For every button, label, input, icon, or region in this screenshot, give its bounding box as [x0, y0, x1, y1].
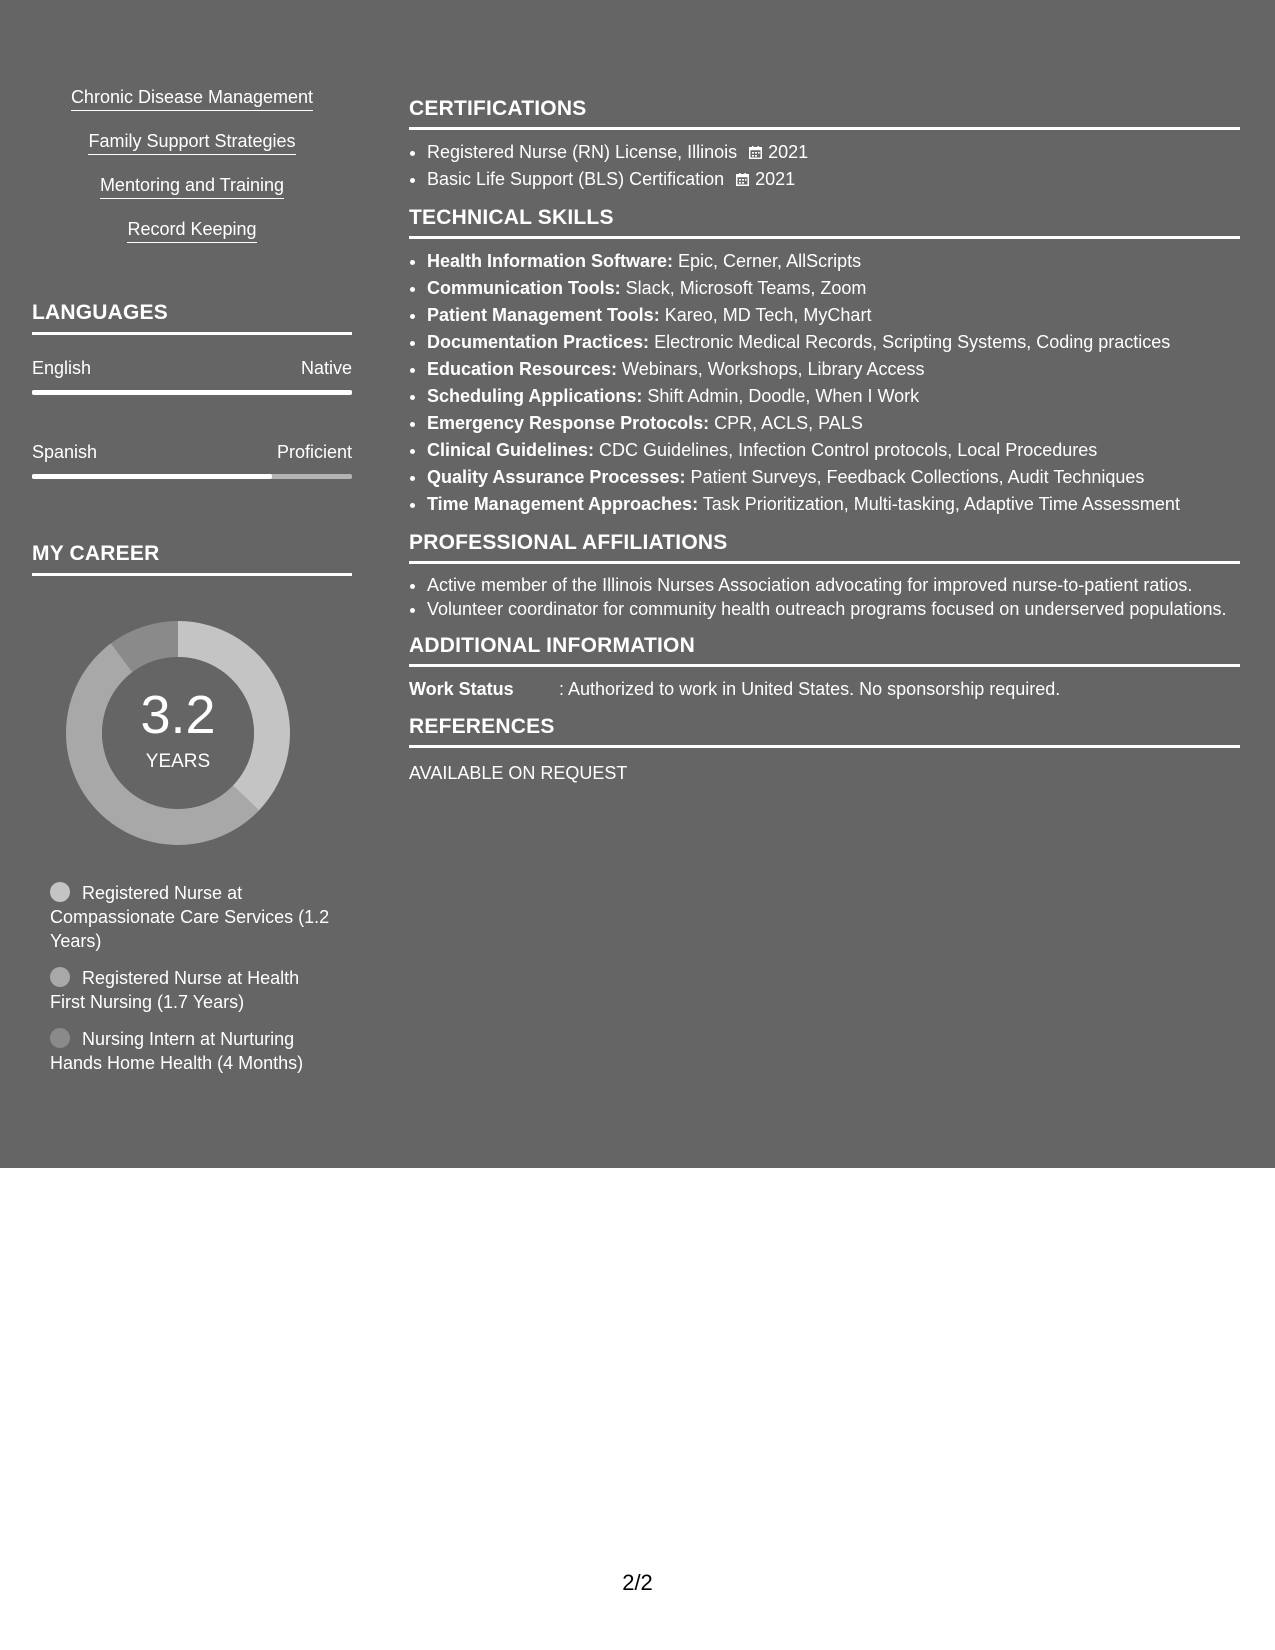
- certifications-title: CERTIFICATIONS: [409, 96, 1240, 130]
- calendar-icon: [736, 173, 749, 186]
- career-legend: [50, 881, 330, 1088]
- work-status-value: : Authorized to work in United States. No sponsorship required.: [559, 679, 1061, 699]
- skill-links: [32, 86, 352, 262]
- language-bar-fill: [32, 474, 272, 479]
- language-row: [32, 441, 352, 463]
- references-section: [409, 714, 1240, 786]
- affiliation-item: • Volunteer coordinator for community health outreach programs focused on underserved populations.: [427, 597, 1240, 621]
- language-name: English: [32, 358, 92, 378]
- career-legend-label: Registered Nurse at Health First Nursing (1.7 Years): [50, 968, 300, 1012]
- career-legend-item: [50, 881, 330, 953]
- additional-info-section: [409, 633, 1240, 702]
- language-name: Spanish: [32, 442, 98, 462]
- affiliation-item: • Active member of the Illinois Nurses Association advocating for improved nurse-to-patient ratios.: [427, 573, 1240, 597]
- work-status-row: [409, 676, 1240, 702]
- certification-text: Registered Nurse (RN) License, Illinois: [427, 142, 738, 162]
- career-section: [32, 541, 352, 1073]
- certification-item: [427, 166, 1240, 193]
- skill-label: Clinical Guidelines:: [427, 440, 595, 460]
- skill-link[interactable]: Record Keeping: [127, 218, 256, 243]
- technical-skill-item: [427, 248, 1240, 275]
- skill-value: Webinars, Workshops, Library Access: [617, 359, 925, 379]
- career-legend-item: [50, 966, 330, 1014]
- main-content: [409, 96, 1240, 798]
- technical-skill-item: [427, 464, 1240, 491]
- career-legend-item: [50, 1027, 330, 1075]
- career-title: MY CAREER: [32, 541, 352, 576]
- technical-skills-section: [409, 205, 1240, 518]
- technical-skill-item: [427, 275, 1240, 302]
- skill-link[interactable]: Mentoring and Training: [100, 174, 284, 199]
- skill-value: CPR, ACLS, PALS: [709, 413, 863, 433]
- technical-skill-item: [427, 329, 1240, 356]
- technical-skills-title: TECHNICAL SKILLS: [409, 205, 1240, 239]
- certification-text: Basic Life Support (BLS) Certification: [427, 169, 725, 189]
- language-bar: [32, 390, 352, 395]
- career-total-unit: YEARS: [145, 751, 211, 772]
- language-level: Native: [300, 358, 352, 378]
- skill-label: Quality Assurance Processes:: [427, 467, 686, 487]
- skill-link[interactable]: Family Support Strategies: [88, 130, 295, 155]
- technical-skill-item: [427, 410, 1240, 437]
- languages-title: LANGUAGES: [32, 300, 352, 335]
- calendar-icon: [749, 146, 762, 159]
- career-legend-label: Registered Nurse at Compassionate Care Services (1.2 Years): [50, 883, 330, 951]
- skill-label: Communication Tools:: [427, 278, 621, 298]
- certification-year: 2021: [768, 142, 809, 162]
- technical-skill-item: [427, 302, 1240, 329]
- language-row: [32, 357, 352, 379]
- language-level: Proficient: [276, 442, 352, 462]
- skill-label: Emergency Response Protocols:: [427, 413, 710, 433]
- skill-label: Patient Management Tools:: [427, 305, 660, 325]
- language-bar: [32, 474, 352, 479]
- certification-year: 2021: [755, 169, 796, 189]
- references-text: AVAILABLE ON REQUEST: [409, 763, 628, 783]
- technical-skill-item: [427, 491, 1240, 518]
- skill-value: Shift Admin, Doodle, When I Work: [642, 386, 920, 406]
- additional-info-title: ADDITIONAL INFORMATION: [409, 633, 1240, 667]
- skill-label: Scheduling Applications:: [427, 386, 643, 406]
- skill-link[interactable]: Chronic Disease Management: [71, 86, 313, 111]
- work-status-label: Work Status: [409, 679, 514, 699]
- skill-value: Slack, Microsoft Teams, Zoom: [620, 278, 867, 298]
- skill-value: Task Prioritization, Multi-tasking, Adaptive Time Assessment: [698, 494, 1180, 514]
- skill-value: CDC Guidelines, Infection Control protocols, Local Procedures: [594, 440, 1098, 460]
- affiliations-section: [409, 530, 1240, 621]
- skill-label: Time Management Approaches:: [427, 494, 699, 514]
- skill-value: Patient Surveys, Feedback Collections, Audit Techniques: [685, 467, 1145, 487]
- legend-dot-icon: [50, 1028, 70, 1048]
- certification-item: [427, 139, 1240, 166]
- technical-skill-item: [427, 437, 1240, 464]
- skill-value: Electronic Medical Records, Scripting Systems, Coding practices: [649, 332, 1171, 352]
- skill-label: Health Information Software:: [427, 251, 674, 271]
- language-bar-fill: [32, 390, 352, 395]
- affiliations-title: PROFESSIONAL AFFILIATIONS: [409, 530, 1240, 564]
- career-total-value: 3.2: [140, 685, 216, 745]
- technical-skill-item: [427, 383, 1240, 410]
- page-number: 2/2: [622, 1570, 653, 1595]
- legend-dot-icon: [50, 967, 70, 987]
- career-legend-label: Nursing Intern at Nurturing Hands Home Health (4 Months): [50, 1029, 304, 1073]
- skill-value: Epic, Cerner, AllScripts: [673, 251, 862, 271]
- skill-value: Kareo, MD Tech, MyChart: [659, 305, 872, 325]
- legend-dot-icon: [50, 882, 70, 902]
- certifications-section: [409, 96, 1240, 193]
- languages-section: [32, 300, 352, 479]
- skill-label: Documentation Practices:: [427, 332, 650, 352]
- skill-label: Education Resources:: [427, 359, 618, 379]
- technical-skill-item: [427, 356, 1240, 383]
- references-title: REFERENCES: [409, 714, 1240, 748]
